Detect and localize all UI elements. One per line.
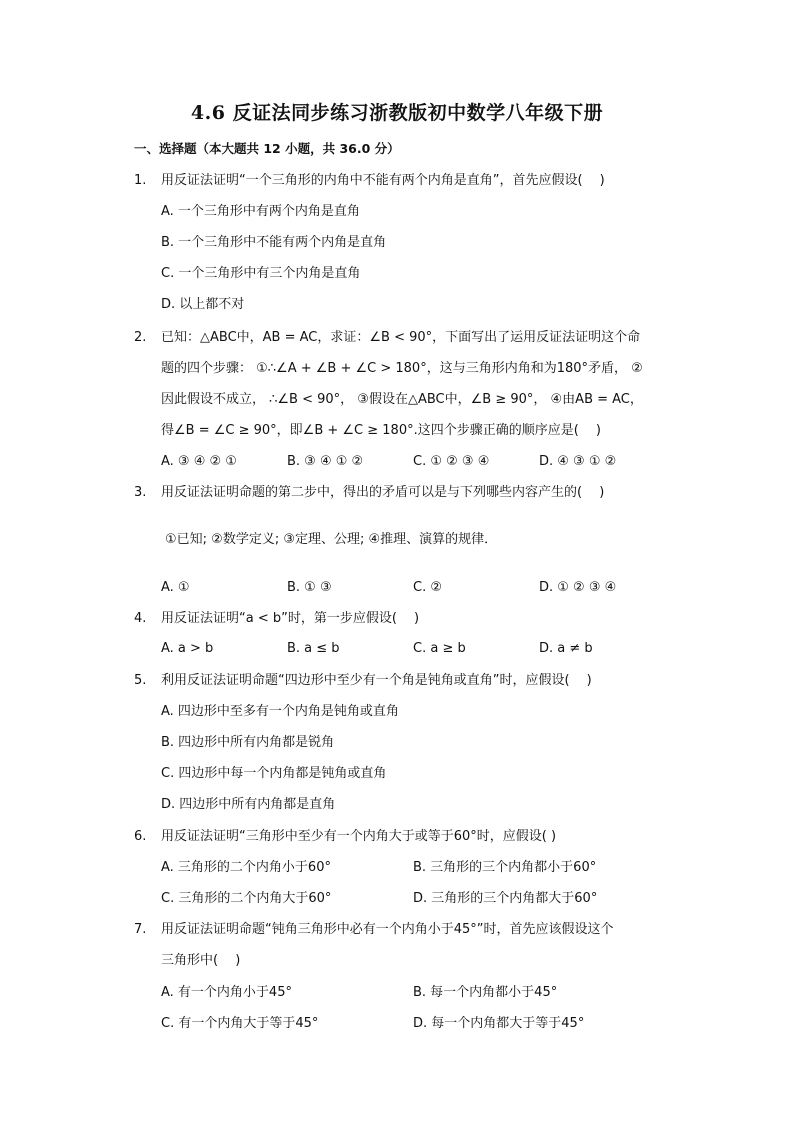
question-number: 2. (134, 330, 147, 345)
option-a: A. ① (161, 580, 190, 595)
option-a: A. 四边形中至多有一个内角是钝角或直角 (161, 704, 399, 719)
option-d: D. ④ ③ ① ② (539, 454, 617, 469)
option-c: C. 三角形的二个内角大于60° (161, 891, 332, 906)
option-b: B. ① ③ (287, 580, 332, 595)
question-text: 用反证法证明“一个三角形的内角中不能有两个内角是直角”，首先应假设( ) (161, 173, 605, 188)
option-d: D. a ≠ b (539, 641, 593, 656)
option-a: A. 有一个内角小于45° (161, 985, 292, 1000)
question-number: 5. (134, 673, 147, 688)
option-a: A. 一个三角形中有两个内角是直角 (161, 204, 360, 219)
question-text: 用反证法证明命题“钝角三角形中必有一个内角小于45°”时，首先应该假设这个 (161, 922, 614, 937)
question-subtext: ①已知; ②数学定义; ③定理、公理; ④推理、演算的规律． (165, 532, 498, 547)
page-title: 4.6 反证法同步练习浙教版初中数学八年级下册 (190, 102, 604, 124)
option-b: B. 每一个内角都小于45° (413, 985, 558, 1000)
option-a: A. a > b (161, 641, 214, 656)
option-d: D. 每一个内角都大于等于45° (413, 1016, 585, 1031)
option-d: D. 以上都不对 (161, 297, 245, 312)
option-b: B. 四边形中所有内角都是锐角 (161, 735, 335, 750)
option-c: C. 一个三角形中有三个内角是直角 (161, 266, 361, 281)
question-number: 4. (134, 611, 147, 626)
option-c: C. ① ② ③ ④ (413, 454, 490, 469)
option-c: C. a ≥ b (413, 641, 466, 656)
option-b: B. ③ ④ ① ② (287, 454, 364, 469)
option-c: C. 四边形中每一个内角都是钝角或直角 (161, 766, 387, 781)
question-text: 因此假设不成立， ∴∠B < 90°， ③假设在△ABC中，∠B ≥ 90°， ④由AB = AC， (161, 392, 643, 407)
question-number: 6. (134, 829, 147, 844)
question-text: 题的四个步骤： ①∴∠A + ∠B + ∠C > 180°，这与三角形内角和为180°矛盾， ② (161, 361, 643, 376)
question-text: 用反证法证明命题的第二步中，得出的矛盾可以是与下列哪些内容产生的( ) (161, 485, 605, 500)
question-number: 7. (134, 922, 147, 937)
option-d: D. 三角形的三个内角都大于60° (413, 891, 598, 906)
question-number: 3. (134, 485, 147, 500)
option-b: B. 三角形的三个内角都小于60° (413, 860, 597, 875)
question-text: 用反证法证明“三角形中至少有一个内角大于或等于60°时，应假设( ) (161, 829, 557, 844)
question-text: 已知：△ABC中，AB = AC，求证：∠B < 90°，下面写出了运用反证法证明这个命 (161, 330, 641, 345)
section-heading: 一、选择题（本大题共 12 小题，共 36.0 分） (134, 141, 400, 156)
option-a: A. 三角形的二个内角小于60° (161, 860, 331, 875)
question-text: 用反证法证明“a < b”时，第一步应假设( ) (161, 611, 420, 626)
option-c: C. ② (413, 580, 442, 595)
option-a: A. ③ ④ ② ① (161, 454, 237, 469)
question-text: 三角形中( ) (161, 953, 241, 968)
option-c: C. 有一个内角大于等于45° (161, 1016, 319, 1031)
option-d: D. ① ② ③ ④ (539, 580, 617, 595)
question-text: 得∠B = ∠C ≥ 90°，即∠B + ∠C ≥ 180°.这四个步骤正确的顺序应是( ) (161, 423, 602, 438)
option-b: B. 一个三角形中不能有两个内角是直角 (161, 235, 387, 250)
option-d: D. 四边形中所有内角都是直角 (161, 797, 336, 812)
option-b: B. a ≤ b (287, 641, 340, 656)
question-text: 利用反证法证明命题“四边形中至少有一个角是钝角或直角”时，应假设( ) (161, 673, 592, 688)
question-number: 1. (134, 173, 147, 188)
